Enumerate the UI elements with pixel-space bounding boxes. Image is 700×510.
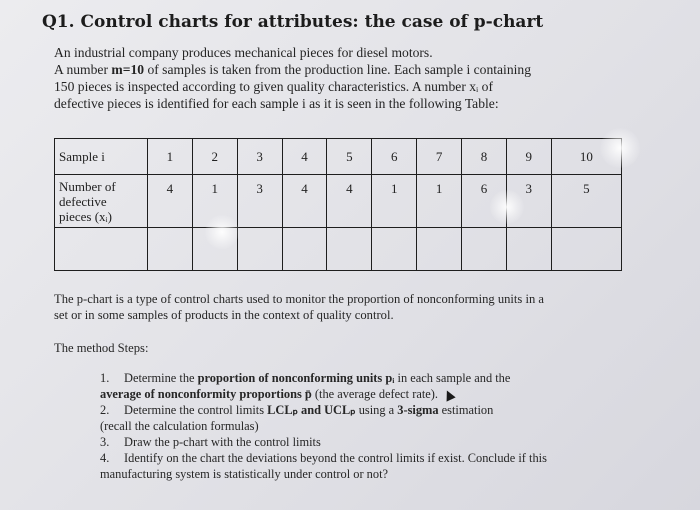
intro-line: defective pieces is identified for each sample i as it is seen in the following Table: (54, 96, 499, 111)
mouse-cursor-icon (442, 389, 455, 402)
empty-cell (417, 228, 462, 271)
defectives-cell: 1 (372, 175, 417, 228)
empty-cell (55, 228, 148, 271)
sample-cell: 4 (282, 139, 327, 175)
empty-cell (237, 228, 282, 271)
defectives-cell: 4 (282, 175, 327, 228)
method-steps-list (100, 370, 660, 482)
sample-header-cell: Sample i (55, 139, 148, 175)
table-row-defectives (55, 175, 622, 228)
list-item-continuation: average of nonconformity proportions p̄ (the average defect rate). (100, 386, 660, 402)
sample-cell: 10 (551, 139, 621, 175)
empty-cell (192, 228, 237, 271)
list-item: 1. Determine the proportion of nonconforming units pᵢ in each sample and the (100, 371, 511, 385)
defectives-cell: 4 (148, 175, 193, 228)
empty-cell (327, 228, 372, 271)
sample-cell: 5 (327, 139, 372, 175)
question-title: Q1. Control charts for attributes: the case of p-chart (42, 12, 544, 32)
sample-cell: 3 (237, 139, 282, 175)
intro-line: A number m=10 of samples is taken from the production line. Each sample i containing (54, 62, 532, 77)
empty-cell (372, 228, 417, 271)
sample-cell: 8 (462, 139, 507, 175)
sample-cell: 9 (506, 139, 551, 175)
table-row-empty (55, 228, 622, 271)
empty-cell (462, 228, 507, 271)
defectives-cell: 1 (417, 175, 462, 228)
empty-cell (506, 228, 551, 271)
empty-cell (282, 228, 327, 271)
table-row-sample (55, 139, 622, 175)
sample-cell: 7 (417, 139, 462, 175)
defectives-cell: 6 (462, 175, 507, 228)
intro-line: 150 pieces is inspected according to given quality characteristics. A number xᵢ of (54, 79, 493, 94)
defectives-cell: 4 (327, 175, 372, 228)
list-item: 2. Determine the control limits LCLₚ and UCLₚ using a 3-sigma estimation (100, 403, 494, 417)
empty-cell (148, 228, 193, 271)
defectives-cell: 1 (192, 175, 237, 228)
intro-line: An industrial company produces mechanical pieces for diesel motors. (54, 45, 433, 60)
intro-paragraph (54, 44, 614, 112)
list-item: 3. Draw the p-chart with the control limits (100, 435, 321, 449)
sample-cell: 6 (372, 139, 417, 175)
sample-cell: 2 (192, 139, 237, 175)
list-item-continuation: (recall the calculation formulas) (100, 419, 259, 433)
sample-cell: 1 (148, 139, 193, 175)
list-item: 4. Identify on the chart the deviations beyond the control limits if exist. Conclude if this (100, 451, 547, 465)
empty-cell (551, 228, 621, 271)
defectives-cell: 3 (506, 175, 551, 228)
list-item-continuation: manufacturing system is statistically under control or not? (100, 467, 389, 481)
defectives-header-cell: Number of defective pieces (xᵢ) (55, 175, 148, 228)
defectives-cell: 5 (551, 175, 621, 228)
pchart-description: The p-chart is a type of control charts used to monitor the proportion of nonconforming units in a set or in some samples of products in the context of quality control. (54, 292, 544, 322)
method-heading: The method Steps: (54, 341, 149, 355)
sample-count: m=10 (111, 62, 145, 77)
defectives-cell: 3 (237, 175, 282, 228)
defects-table (54, 138, 622, 271)
